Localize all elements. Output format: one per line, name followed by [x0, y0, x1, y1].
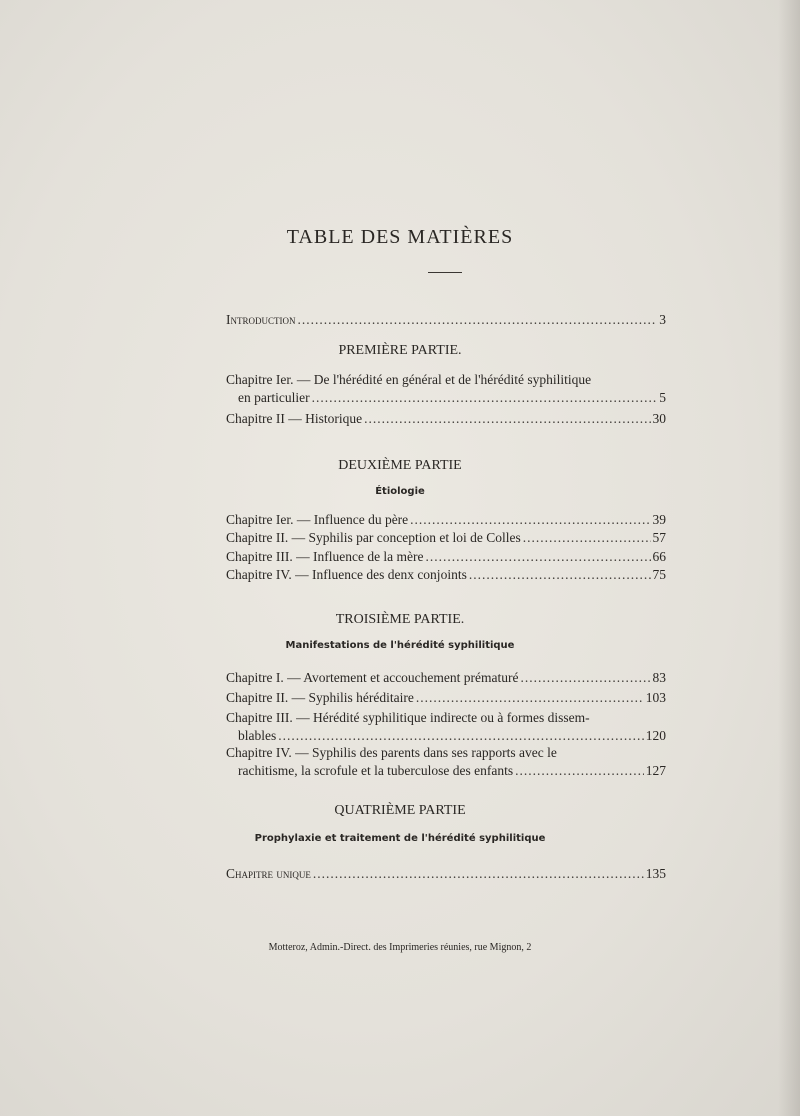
toc-entry-label: Chapitre II. — Syphilis héréditaire [226, 690, 414, 705]
toc-entry-label: Chapitre I. — Avortement et accouchement prématuré [226, 670, 519, 685]
part-heading-2: DEUXIÈME PARTIE [338, 458, 462, 473]
toc-page-number: 127 [645, 763, 666, 778]
toc-entry-label: Chapitre Ier. — Influence du père [226, 512, 409, 527]
title-rule [428, 272, 462, 273]
part-subheading-2: Étiologie [375, 486, 425, 497]
dot-leader [426, 549, 651, 565]
toc-entry-part4-ch1 [226, 866, 666, 882]
toc-entry-label: Chapitre II — Historique [226, 411, 363, 426]
dot-leader [312, 390, 658, 406]
dot-leader [515, 763, 644, 779]
dot-leader [313, 866, 644, 882]
toc-entry-part1-ch2 [226, 411, 666, 427]
toc-entry-part3-ch4-line2 [238, 763, 666, 779]
dot-leader [364, 411, 650, 427]
toc-entry-label: en particulier [238, 390, 310, 405]
part-subheading-4: Prophylaxie et traitement de l'hérédité syphilitique [254, 833, 546, 844]
toc-entry-introduction [226, 312, 666, 328]
printer-imprint: Motteroz, Admin.-Direct. des Imprimeries réunies, rue Mignon, 2 [268, 942, 532, 953]
toc-entry-label: rachitisme, la scrofule et la tuberculose des enfants [238, 763, 514, 778]
toc-entry-label: Chapitre II. — Syphilis par conception et loi de Colles [226, 530, 521, 545]
toc-entry-part1-ch1-line1: Chapitre Ier. — De l'hérédité en général et de l'hérédité syphilitique [226, 372, 592, 387]
toc-entry-part2-ch4 [226, 567, 666, 583]
toc-page-number: 83 [652, 670, 666, 685]
toc-page-number: 30 [652, 411, 666, 426]
dot-leader [521, 670, 651, 686]
toc-entry-part2-ch2 [226, 530, 666, 546]
dot-leader [410, 512, 650, 528]
part-heading-1: PREMIÈRE PARTIE. [338, 343, 462, 358]
part-heading-4: QUATRIÈME PARTIE [334, 803, 466, 818]
toc-entry-part3-ch3-line1: Chapitre III. — Hérédité syphilitique indirecte ou à formes dissem- [226, 710, 590, 725]
toc-page-number: 57 [652, 530, 666, 545]
toc-page-number: 3 [659, 312, 666, 327]
toc-entry-part3-ch3-line2 [238, 728, 666, 744]
toc-entry-part3-ch1 [226, 670, 666, 686]
toc-page-number: 135 [645, 866, 666, 881]
toc-entry-label: Chapitre IV. — Influence des denx conjoints [226, 567, 467, 582]
page-title: TABLE DES MATIÈRES [286, 226, 514, 248]
toc-entry-part3-ch4-line1: Chapitre IV. — Syphilis des parents dans ses rapports avec le [226, 745, 557, 760]
toc-entry-label: Chapitre unique [226, 866, 311, 881]
toc-entry-part2-ch1 [226, 512, 666, 528]
toc-entry-label: Chapitre III. — Influence de la mère [226, 549, 424, 564]
part-subheading-3: Manifestations de l'hérédité syphilitique [285, 640, 515, 651]
dot-leader [416, 690, 644, 706]
toc-page-number: 39 [652, 512, 666, 527]
toc-entry-part3-ch2 [226, 690, 666, 706]
toc-entry-part1-ch1-line2 [238, 390, 666, 406]
toc-page-number: 66 [652, 549, 666, 564]
toc-page-number: 5 [659, 390, 666, 405]
toc-entry-part2-ch3 [226, 549, 666, 565]
dot-leader [298, 312, 658, 328]
toc-page-number: 120 [645, 728, 666, 743]
toc-entry-label: Introduction [226, 312, 296, 327]
dot-leader [278, 728, 644, 744]
dot-leader [523, 530, 651, 546]
toc-entry-label: blables [238, 728, 277, 743]
toc-page-number: 75 [652, 567, 666, 582]
part-heading-3: TROISIÈME PARTIE. [335, 612, 465, 627]
dot-leader [469, 567, 651, 583]
toc-page-number: 103 [645, 690, 666, 705]
